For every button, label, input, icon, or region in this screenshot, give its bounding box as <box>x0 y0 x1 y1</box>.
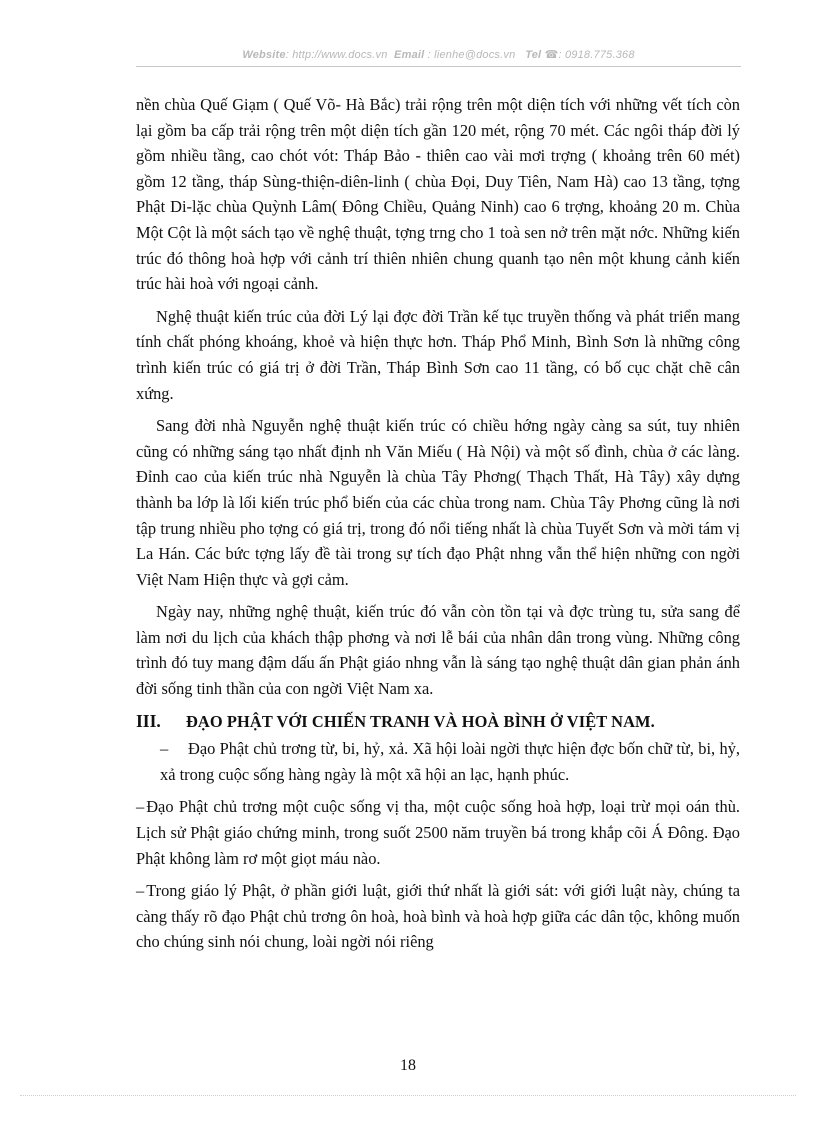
email-value[interactable]: : lienhe@docs.vn <box>424 49 516 61</box>
dash-bullet-icon: – <box>136 797 145 817</box>
page-number: 18 <box>400 1057 416 1074</box>
bullet-item <box>136 794 740 871</box>
paragraph: Ngày nay, những nghệ thuật, kiến trúc đó vẫn còn tồn tại và đợc trùng tu, sửa sang để làm nơi du lịch của khách thập phơng và nơi lễ bái của nhân dân trong vùng. Những công trình đó tuy mang đậm dấu ấn Phật giáo nhng vẫn là sáng tạo nghệ thuật dân gian phản ánh đời sống tinh thần của con ngời Việt Nam xa. <box>136 602 740 699</box>
dash-bullet-icon: – <box>136 881 145 901</box>
page-header <box>136 48 741 61</box>
paragraph: Nghệ thuật kiến trúc của đời Lý lại đợc đời Trần kế tục truyền thống và phát triển mang tính chất phóng khoáng, khoẻ và hiện thực hơn. Tháp Phổ Minh, Bình Sơn là những công trình kiến trúc có giá trị ở đời Trần, Tháp Bình Sơn cao 11 tầng, có bố cục chặt chẽ cân xứng. <box>136 306 740 403</box>
bullet-text: Đạo Phật chủ trơng từ, bi, hỷ, xả. Xã hội loài ngời thực hiện đợc bốn chữ từ, bi, hỷ, xả trong cuộc sống hàng ngày là một xã hội an lạc, hạnh phúc. <box>160 739 740 784</box>
phone-icon: ☎ <box>544 49 559 61</box>
bullet-text: Đạo Phật chủ trơng một cuộc sống vị tha, một cuộc sống hoà hợp, loại trừ mọi oán thù. Lịch sử Phật giáo chứng minh, trong suốt 2500 năm truyền bá trong khắp cõi Á Đông. Đạo Phật không làm rơ một giọt máu nào. <box>136 797 740 868</box>
tel-value: : 0918.775.368 <box>558 49 635 61</box>
bullet-text: Trong giáo lý Phật, ở phần giới luật, giới thứ nhất là giới sát: với giới luật này, chúng ta càng thấy rõ đạo Phật chủ trơng ôn hoà, hoà bình và hoà hợp giữa các dân tộc, không muốn cho chúng sinh nói chung, loài ngời nói riêng <box>136 881 740 952</box>
dash-bullet-icon: – <box>160 739 169 759</box>
email-label: Email <box>394 49 425 61</box>
bullet-item <box>160 736 740 787</box>
document-body <box>136 92 740 962</box>
section-number: III. <box>136 710 161 731</box>
paragraph: nền chùa Quế Giạm ( Quế Võ- Hà Bắc) trải rộng trên một diện tích với những vết tích còn lại gồm ba cấp trải rộng trên một diện tích gần 120 mét, rộng 70 mét. Các ngôi tháp đời lý gồm nhiều tầng, cao chót vót: Tháp Bảo - thiên cao vài mơi trợng ( khoảng trên 60 mét) gồm 12 tầng, tháp Sùng-thiện-diên-linh ( chùa Đọi, Duy Tiên, Nam Hà) cao 13 tầng, tợng Phật Di-lặc chùa Quỳnh Lâm( Đông Chiều, Quảng Ninh) cao 6 trợng, khoảng 20 m. Chùa Một Cột là một sách tạo về nghệ thuật, tợng trng cho 1 toà sen nở trên mặt nớc. Những kiến trúc đó thông hoà hợp với cảnh trí thiên nhiên chung quanh tạo nên một khung cảnh kiến trúc hài hoà với ngoại cảnh. <box>136 95 740 294</box>
paragraph: Sang đời nhà Nguyễn nghệ thuật kiến trúc có chiều hớng ngày càng sa sút, tuy nhiên cũng có những sáng tạo nhất định nh Văn Miếu ( Hà Nội) và một số đình, chùa ở các làng. Đỉnh cao của kiến trúc nhà Nguyễn là chùa Tây Phơng( Thạch Thất, Hà Tây) xây dựng thành ba lớp là lối kiến trúc phổ biến của các chùa trong nam. Chùa Tây Phơng cũng là nơi tập trung nhiều pho tợng có giá trị, trong đó nổi tiếng nhất là chùa Tuyết Sơn và mời tám vị La Hán. Các bức tợng lấy đề tài trong sự tích đạo Phật nhng vẫn thể hiện những con ngời Việt Nam Hiện thực và gợi cảm. <box>136 416 740 589</box>
header-divider <box>136 66 741 67</box>
section-heading <box>136 709 740 735</box>
tel-label: Tel <box>525 49 542 61</box>
website-label: Website <box>242 49 286 61</box>
section-title: ĐẠO PHẬT VỚI CHIẾN TRANH VÀ HOÀ BÌNH Ở VIỆT NAM. <box>186 711 655 731</box>
website-value[interactable]: : http://www.docs.vn <box>285 49 388 61</box>
bullet-item <box>136 878 740 955</box>
footer-divider <box>20 1095 796 1096</box>
